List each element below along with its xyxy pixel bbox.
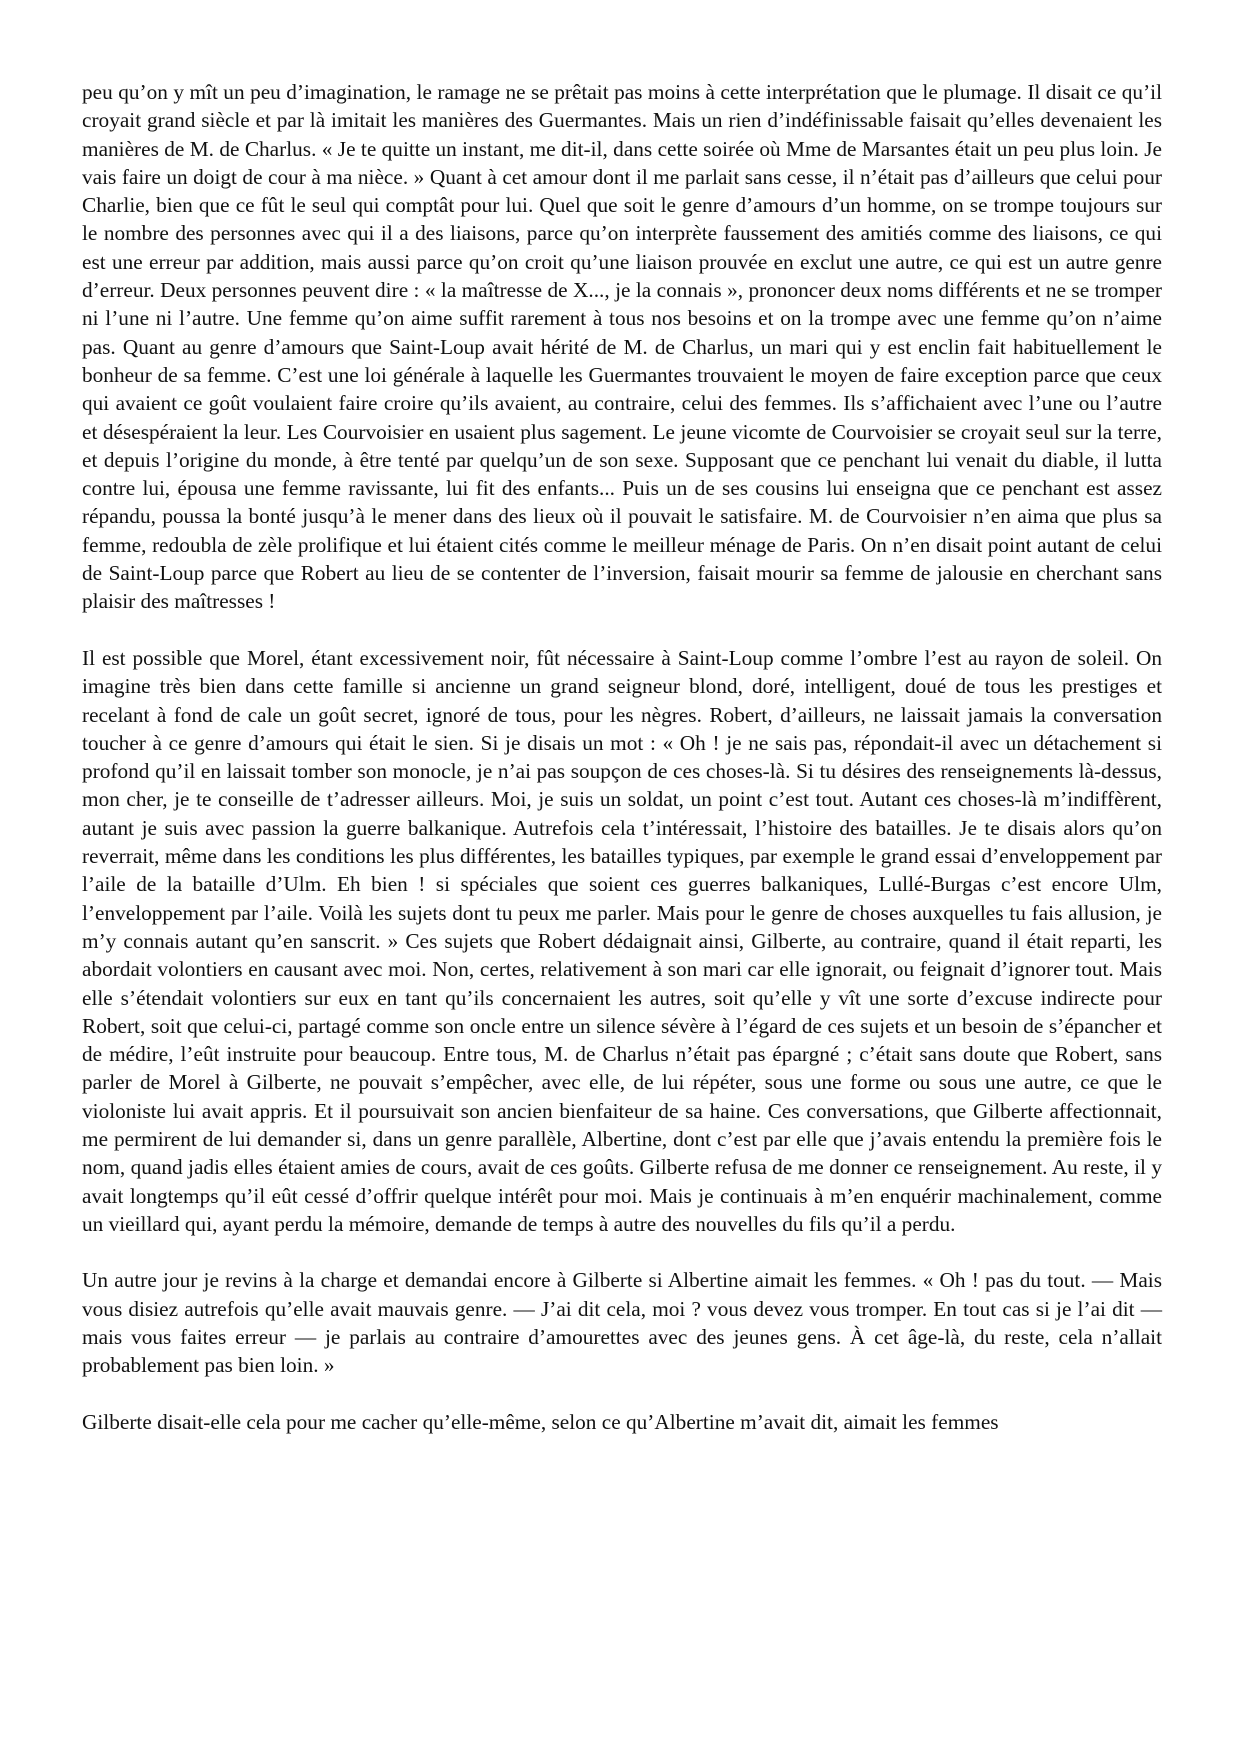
- document-page: [82, 78, 1162, 1436]
- paragraph-3: Un autre jour je revins à la charge et demandai encore à Gilberte si Albertine aimait les femmes. « Oh ! pas du tout. — Mais vous disiez autrefois qu’elle avait mauvais genre. — J’ai dit cela, moi ? vous devez vous tromper. En tout cas si je l’ai dit — mais vous faites erreur — je parlais au contraire d’amourettes avec des jeunes gens. À cet âge-là, du reste, cela n’allait probablement pas bien loin. »: [82, 1268, 1162, 1378]
- paragraph-1: peu qu’on y mît un peu d’imagination, le ramage ne se prêtait pas moins à cette interprétation que le plumage. Il disait ce qu’il croyait grand siècle et par là imitait les manières des Guermantes. Mais un rien d’indéfinissable faisait qu’elles devenaient les manières de M. de Charlus. « Je te quitte un instant, me dit-il, dans cette soirée où Mme de Marsantes était un peu plus loin. Je vais faire un doigt de cour à ma nièce. » Quant à cet amour dont il me parlait sans cesse, il n’était pas d’ailleurs que celui pour Charlie, bien que ce fût le seul qui comptât pour lui. Quel que soit le genre d’amours d’un homme, on se trompe toujours sur le nombre des personnes avec qui il a des liaisons, parce qu’on interprète faussement des amitiés comme des liaisons, ce qui est une erreur par addition, mais aussi parce qu’on croit qu’une liaison prouvée en exclut une autre, ce qui est un autre genre d’erreur. Deux personnes peuvent dire : « la maîtresse de X..., je la connais », prononcer deux noms différents et ne se tromper ni l’une ni l’autre. Une femme qu’on aime suffit rarement à tous nos besoins et on la trompe avec une femme qu’on n’aime pas. Quant au genre d’amours que Saint-Loup avait hérité de M. de Charlus, un mari qui y est enclin fait habituellement le bonheur de sa femme. C’est une loi générale à laquelle les Guermantes trouvaient le moyen de faire exception parce que ceux qui avaient ce goût voulaient faire croire qu’ils avaient, au contraire, celui des femmes. Ils s’affichaient avec l’une ou l’autre et désespéraient la leur. Les Courvoisier en usaient plus sagement. Le jeune vicomte de Courvoisier se croyait seul sur la terre, et depuis l’origine du monde, à être tenté par quelqu’un de son sexe. Supposant que ce penchant lui venait du diable, il lutta contre lui, épousa une femme ravissante, lui fit des enfants... Puis un de ses cousins lui enseigna que ce penchant est assez répandu, poussa la bonté jusqu’à le mener dans des lieux où il pouvait le satisfaire. M. de Courvoisier n’en aima que plus sa femme, redoubla de zèle prolifique et lui étaient cités comme le meilleur ménage de Paris. On n’en disait point autant de celui de Saint-Loup parce que Robert au lieu de se contenter de l’inversion, faisait mourir sa femme de jalousie en cherchant sans plaisir des maîtresses !: [82, 80, 1162, 614]
- paragraph-2: Il est possible que Morel, étant excessivement noir, fût nécessaire à Saint-Loup comme l’ombre l’est au rayon de soleil. On imagine très bien dans cette famille si ancienne un grand seigneur blond, doré, intelligent, doué de tous les prestiges et recelant à fond de cale un goût secret, ignoré de tous, pour les nègres. Robert, d’ailleurs, ne laissait jamais la conversation toucher à ce genre d’amours qui était le sien. Si je disais un mot : « Oh ! je ne sais pas, répondait-il avec un détachement si profond qu’il en laissait tomber son monocle, je n’ai pas soupçon de ces choses-là. Si tu désires des renseignements là-dessus, mon cher, je te conseille de t’adresser ailleurs. Moi, je suis un soldat, un point c’est tout. Autant ces choses-là m’indiffèrent, autant je suis avec passion la guerre balkanique. Autrefois cela t’intéressait, l’histoire des batailles. Je te disais alors qu’on reverrait, même dans les conditions les plus différentes, les batailles typiques, par exemple le grand essai d’enveloppement par l’aile de la bataille d’Ulm. Eh bien ! si spéciales que soient ces guerres balkaniques, Lullé-Burgas c’est encore Ulm, l’enveloppement par l’aile. Voilà les sujets dont tu peux me parler. Mais pour le genre de choses auxquelles tu fais allusion, je m’y connais autant qu’en sanscrit. » Ces sujets que Robert dédaignait ainsi, Gilberte, au contraire, quand il était reparti, les abordait volontiers en causant avec moi. Non, certes, relativement à son mari car elle ignorait, ou feignait d’ignorer tout. Mais elle s’étendait volontiers sur eux en tant qu’ils concernaient les autres, soit qu’elle y vît une sorte d’excuse indirecte pour Robert, soit que celui-ci, partagé comme son oncle entre un silence sévère à l’égard de ces sujets et un besoin de s’épancher et de médire, l’eût instruite pour beaucoup. Entre tous, M. de Charlus n’était pas épargné ; c’était sans doute que Robert, sans parler de Morel à Gilberte, ne pouvait s’empêcher, avec elle, de lui répéter, sous une forme ou sous une autre, ce que le violoniste lui avait appris. Et il poursuivait son ancien bienfaiteur de sa haine. Ces conversations, que Gilberte affectionnait, me permirent de lui demander si, dans un genre parallèle, Albertine, dont c’est par elle que j’avais entendu la première fois le nom, quand jadis elles étaient amies de cours, avait de ces goûts. Gilberte refusa de me donner ce renseignement. Au reste, il y avait longtemps qu’il eût cessé d’offrir quelque intérêt pour moi. Mais je continuais à m’en enquérir machinalement, comme un vieillard qui, ayant perdu la mémoire, demande de temps à autre des nouvelles du fils qu’il a perdu.: [82, 645, 1162, 1236]
- paragraph-4: Gilberte disait-elle cela pour me cacher qu’elle-même, selon ce qu’Albertine m’avait dit, aimait les femmes: [82, 1409, 999, 1434]
